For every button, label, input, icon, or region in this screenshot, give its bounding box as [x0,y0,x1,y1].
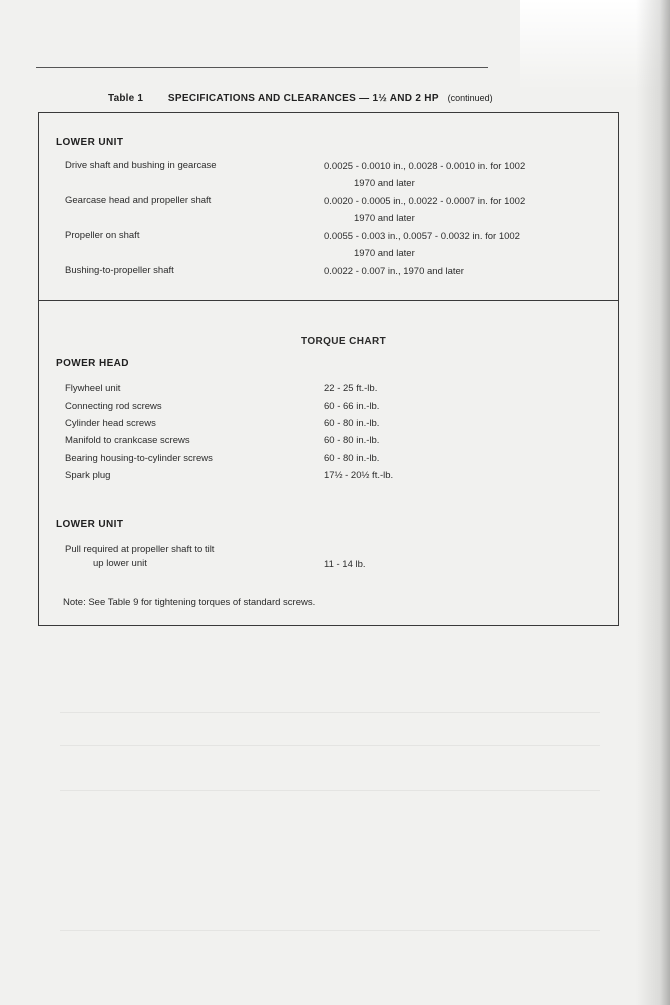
torque-label: Spark plug [65,470,111,481]
clearance-value-line2: 1970 and later [354,213,415,224]
lower-unit-heading: LOWER UNIT [56,137,124,148]
bleed-through-line [60,745,600,746]
clearance-value-line1: 0.0022 - 0.007 in., 1970 and later [324,266,464,277]
tilt-pull-label-cont: up lower unit [93,558,147,569]
bleed-through-line [60,712,600,713]
page-edge-shadow [636,0,670,1005]
tilt-pull-label: Pull required at propeller shaft to tilt [65,544,215,555]
bleed-through-line [60,930,600,931]
torque-chart-title: TORQUE CHART [301,336,387,347]
table-note: Note: See Table 9 for tightening torques of standard screws. [63,597,316,608]
clearance-value [324,228,520,262]
torque-label: Flywheel unit [65,383,121,394]
clearance-label: Propeller on shaft [65,230,140,241]
torque-label: Bearing housing-to-cylinder screws [65,453,213,464]
torque-value: 60 - 80 in.-lb. [324,435,380,446]
clearance-label: Drive shaft and bushing in gearcase [65,160,217,171]
clearance-value-line1: 0.0055 - 0.003 in., 0.0057 - 0.0032 in. for 1002 [324,231,520,242]
torque-label: Manifold to crankcase screws [65,435,190,446]
clearance-value-line2: 1970 and later [354,248,415,259]
tilt-pull-value: 11 - 14 lb. [324,559,366,570]
clearance-value [324,158,525,192]
torque-value: 60 - 80 in.-lb. [324,453,380,464]
torque-label: Connecting rod screws [65,401,162,412]
table-continued: (continued) [447,93,493,103]
table-caption [108,93,493,104]
torque-value: 60 - 66 in.-lb. [324,401,380,412]
clearance-value-line2: 1970 and later [354,178,415,189]
header-rule [36,67,488,68]
table-title: SPECIFICATIONS AND CLEARANCES — 1½ AND 2 HP [167,93,439,104]
clearance-value-line1: 0.0025 - 0.0010 in., 0.0028 - 0.0010 in. for 1002 [324,161,526,172]
clearance-value [324,263,464,280]
torque-value: 17½ - 20½ ft.-lb. [324,470,394,481]
torque-label: Cylinder head screws [65,418,156,429]
clearance-value [324,193,525,227]
torque-value: 60 - 80 in.-lb. [324,418,380,429]
lower-unit-torque-heading: LOWER UNIT [56,519,124,530]
table-number: Table 1 [108,93,144,104]
section-divider [39,300,618,301]
bleed-through-line [60,790,600,791]
clearance-label: Gearcase head and propeller shaft [65,195,212,206]
torque-value: 22 - 25 ft.-lb. [324,383,378,394]
clearance-value-line1: 0.0020 - 0.0005 in., 0.0022 - 0.0007 in. for 1002 [324,196,526,207]
power-head-heading: POWER HEAD [56,358,129,369]
specifications-table [38,112,619,626]
clearance-label: Bushing-to-propeller shaft [65,265,174,276]
